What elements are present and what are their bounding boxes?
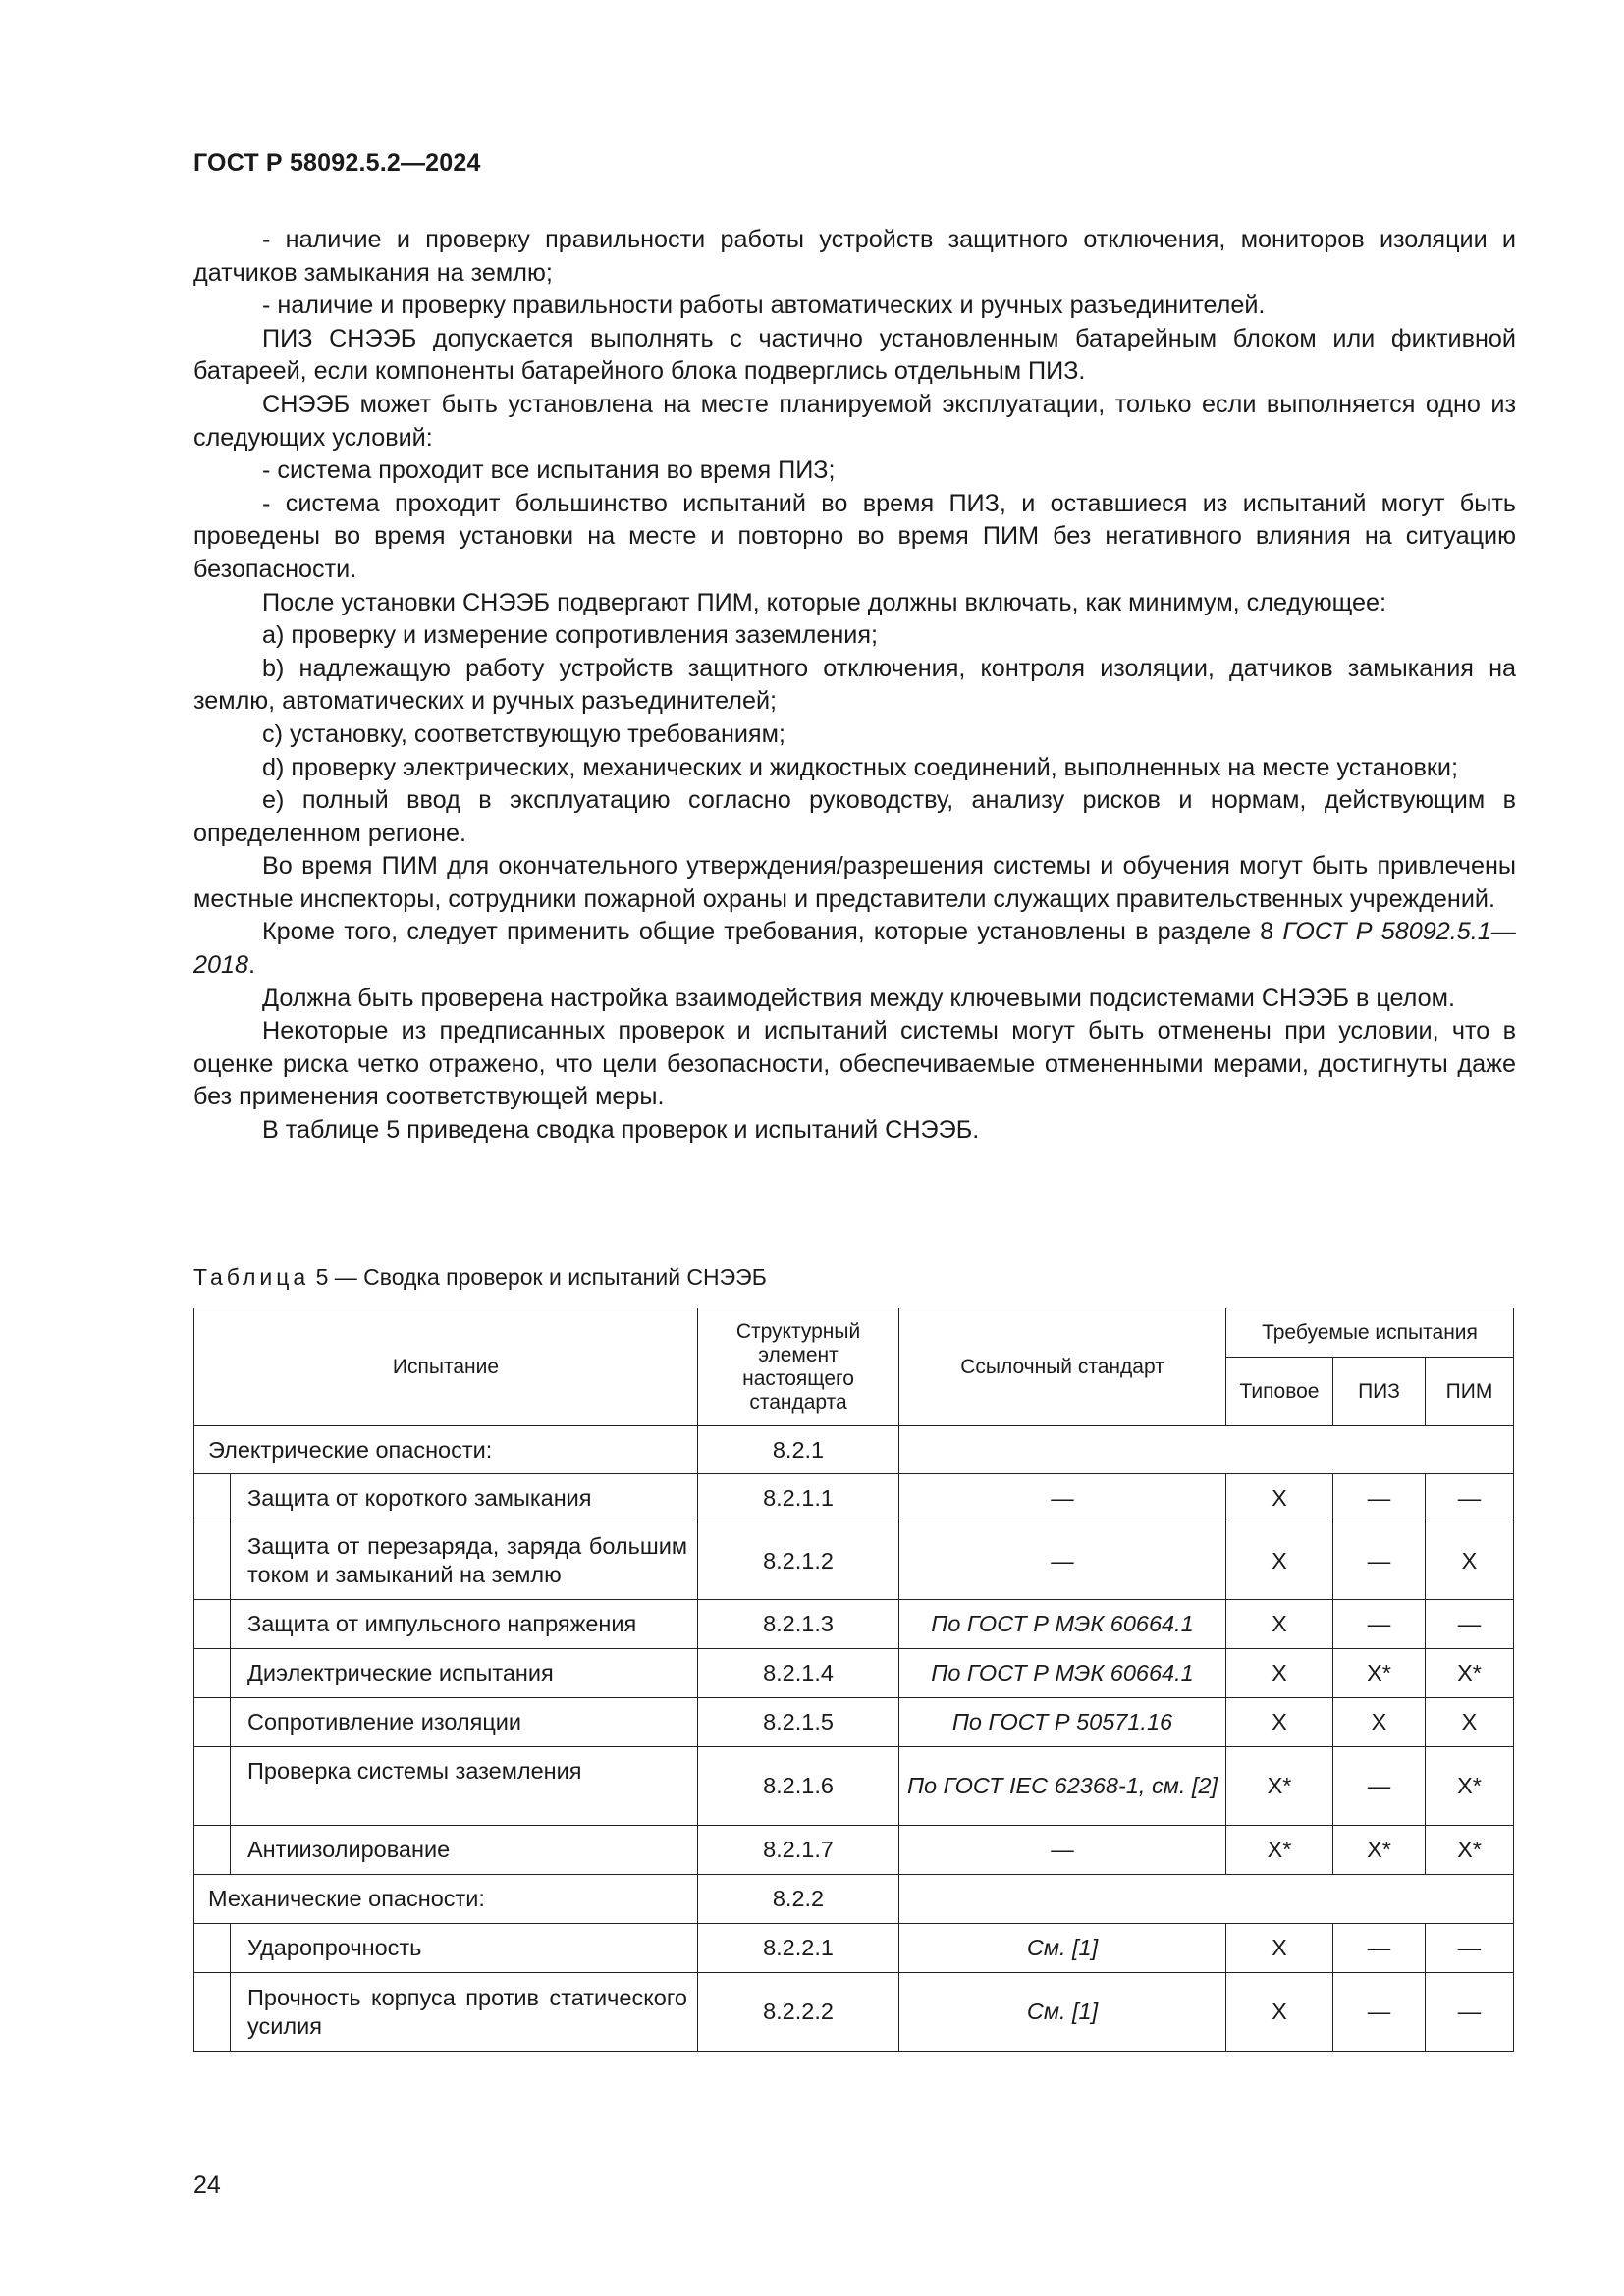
- clause: 8.2.2.1: [698, 1924, 899, 1973]
- piz-mark: —: [1333, 1522, 1426, 1600]
- pim-mark: X*: [1426, 1826, 1514, 1875]
- body-text: [193, 224, 1516, 1148]
- section-mechanical-label: Механические опасности:: [194, 1875, 698, 1924]
- table-row: [194, 1600, 1514, 1649]
- test-name: Защита от перезаряда, заряда большим током и замыканий на землю: [194, 1522, 698, 1600]
- pim-mark: —: [1426, 1474, 1514, 1522]
- paragraph: [193, 916, 1516, 982]
- piz-mark: —: [1333, 1600, 1426, 1649]
- test-name: Ударопрочность: [194, 1924, 698, 1973]
- test-name: Сопротивление изоляции: [194, 1698, 698, 1747]
- paragraph: СНЭЭБ может быть установлена на месте планируемой эксплуатации, только если выполняется одно из следующих условий:: [193, 390, 1516, 452]
- ref-standard: По ГОСТ Р МЭК 60664.1: [899, 1600, 1226, 1649]
- paragraph: ПИЗ СНЭЭБ допускается выполнять с частично установленным батарейным блоком или фиктивной батареей, если компоненты батарейного блока подверглись отдельным ПИЗ.: [193, 324, 1516, 386]
- table-row: [194, 1698, 1514, 1747]
- clause: 8.2.1.7: [698, 1826, 899, 1875]
- pim-mark: X*: [1426, 1747, 1514, 1826]
- piz-mark: —: [1333, 1973, 1426, 2052]
- list-item: c) установку, соответствующую требованиям;: [262, 720, 785, 748]
- clause: 8.2.1.5: [698, 1698, 899, 1747]
- test-name: Прочность корпуса против статического усилия: [194, 1973, 698, 2052]
- ref-standard: По ГОСТ Р 50571.16: [899, 1698, 1226, 1747]
- table-row: [194, 1973, 1514, 2052]
- summary-table: [193, 1308, 1514, 2052]
- type-mark: X: [1226, 1474, 1333, 1522]
- list-item: b) надлежащую работу устройств защитного отключения, контроля изоляции, датчиков замыкания на землю, автоматических и ручных разъединителей;: [193, 654, 1516, 716]
- clause: 8.2.1.4: [698, 1649, 899, 1698]
- piz-mark: —: [1333, 1924, 1426, 1973]
- paragraph: - наличие и проверку правильности работы автоматических и ручных разъединителей.: [262, 292, 1266, 320]
- piz-mark: —: [1333, 1747, 1426, 1826]
- table-caption-text: 5 — Сводка проверок и испытаний СНЭЭБ: [309, 1264, 767, 1290]
- paragraph-end: .: [248, 951, 256, 980]
- header-test: Испытание: [194, 1308, 698, 1426]
- pim-mark: X: [1426, 1522, 1514, 1600]
- type-mark: X*: [1226, 1826, 1333, 1875]
- header-pim: ПИМ: [1426, 1358, 1514, 1426]
- ref-standard: —: [899, 1522, 1226, 1600]
- paragraph-text: Кроме того, следует применить общие требования, которые установлены в разделе 8: [262, 918, 1283, 946]
- ref-standard: По ГОСТ Р МЭК 60664.1: [899, 1649, 1226, 1698]
- header-piz: ПИЗ: [1333, 1358, 1426, 1426]
- page-number: 24: [193, 2171, 221, 2199]
- test-name: Защита от короткого замыкания: [194, 1474, 698, 1522]
- paragraph: После установки СНЭЭБ подвергают ПИМ, которые должны включать, как минимум, следующее:: [262, 588, 1387, 616]
- list-item: a) проверку и измерение сопротивления заземления;: [262, 621, 878, 650]
- test-name: Проверка системы заземления: [194, 1747, 698, 1826]
- table-row: [194, 1924, 1514, 1973]
- piz-mark: —: [1333, 1474, 1426, 1522]
- clause: 8.2.1.1: [698, 1474, 899, 1522]
- type-mark: X: [1226, 1698, 1333, 1747]
- piz-mark: X*: [1333, 1826, 1426, 1875]
- ref-standard: См. [1]: [899, 1924, 1226, 1973]
- type-mark: X: [1226, 1973, 1333, 2052]
- table-row: [194, 1826, 1514, 1875]
- clause: 8.2.1.3: [698, 1600, 899, 1649]
- table-row: [194, 1649, 1514, 1698]
- ref-standard: —: [899, 1826, 1226, 1875]
- clause: 8.2.1.6: [698, 1747, 899, 1826]
- table-caption-word: Таблица: [193, 1264, 310, 1290]
- pim-mark: —: [1426, 1924, 1514, 1973]
- section-electrical-label: Электрические опасности:: [194, 1426, 698, 1474]
- type-mark: X*: [1226, 1747, 1333, 1826]
- table-row: [194, 1474, 1514, 1522]
- paragraph: Некоторые из предписанных проверок и испытаний системы могут быть отменены при условии, что в оценке риска четко отражено, что цели безопасности, обеспечиваемые отмененными мерами, достигнуты даже без применения соответствующей меры.: [193, 1017, 1516, 1111]
- type-mark: X: [1226, 1649, 1333, 1698]
- table-caption: [193, 1264, 767, 1291]
- paragraph: В таблице 5 приведена сводка проверок и испытаний СНЭЭБ.: [262, 1116, 980, 1145]
- section-electrical-clause: 8.2.1: [698, 1426, 899, 1474]
- header-required-tests: Требуемые испытания: [1226, 1308, 1514, 1358]
- ref-standard: —: [899, 1474, 1226, 1522]
- clause: 8.2.2.2: [698, 1973, 899, 2052]
- paragraph: - система проходит большинство испытаний во время ПИЗ, и оставшиеся из испытаний могут быть проведены во время установки на месте и повторно во время ПИМ без негативного влияния на ситуацию безопасности.: [193, 489, 1516, 583]
- header-type-test: Типовое: [1226, 1358, 1333, 1426]
- type-mark: X: [1226, 1924, 1333, 1973]
- test-name: Диэлектрические испытания: [194, 1649, 698, 1698]
- pim-mark: —: [1426, 1600, 1514, 1649]
- type-mark: X: [1226, 1522, 1333, 1600]
- test-name: Защита от импульсного напряжения: [194, 1600, 698, 1649]
- type-mark: X: [1226, 1600, 1333, 1649]
- standard-reference: ГОСТ Р 58092.5.1—2018: [193, 918, 1516, 980]
- section-mechanical-clause: 8.2.2: [698, 1875, 899, 1924]
- paragraph: Во время ПИМ для окончательного утверждения/разрешения системы и обучения могут быть привлечены местные инспекторы, сотрудники пожарной охраны и представители служащих правительственных учреждений.: [193, 852, 1516, 913]
- list-item: d) проверку электрических, механических и жидкостных соединений, выполненных на месте установки;: [262, 753, 1459, 781]
- paragraph: - система проходит все испытания во время ПИЗ;: [262, 456, 836, 485]
- clause: 8.2.1.2: [698, 1522, 899, 1600]
- pim-mark: X: [1426, 1698, 1514, 1747]
- header-element: Структурный элемент настоящего стандарта: [698, 1308, 899, 1426]
- test-name: Антиизолирование: [194, 1826, 698, 1875]
- pim-mark: —: [1426, 1973, 1514, 2052]
- piz-mark: X*: [1333, 1649, 1426, 1698]
- table-row: [194, 1522, 1514, 1600]
- ref-standard: См. [1]: [899, 1973, 1226, 2052]
- list-item: e) полный ввод в эксплуатацию согласно руководству, анализу рисков и нормам, действующим в определенном регионе.: [193, 786, 1516, 847]
- pim-mark: X*: [1426, 1649, 1514, 1698]
- table-row: [194, 1747, 1514, 1826]
- document-header: ГОСТ Р 58092.5.2—2024: [193, 149, 481, 177]
- piz-mark: X: [1333, 1698, 1426, 1747]
- paragraph: - наличие и проверку правильности работы устройств защитного отключения, мониторов изоляции и датчиков замыкания на землю;: [193, 226, 1516, 287]
- header-ref-standard: Ссылочный стандарт: [899, 1308, 1226, 1426]
- ref-standard: По ГОСТ IEC 62368-1, см. [2]: [899, 1747, 1226, 1826]
- paragraph: Должна быть проверена настройка взаимодействия между ключевыми подсистемами СНЭЭБ в целом.: [262, 984, 1455, 1012]
